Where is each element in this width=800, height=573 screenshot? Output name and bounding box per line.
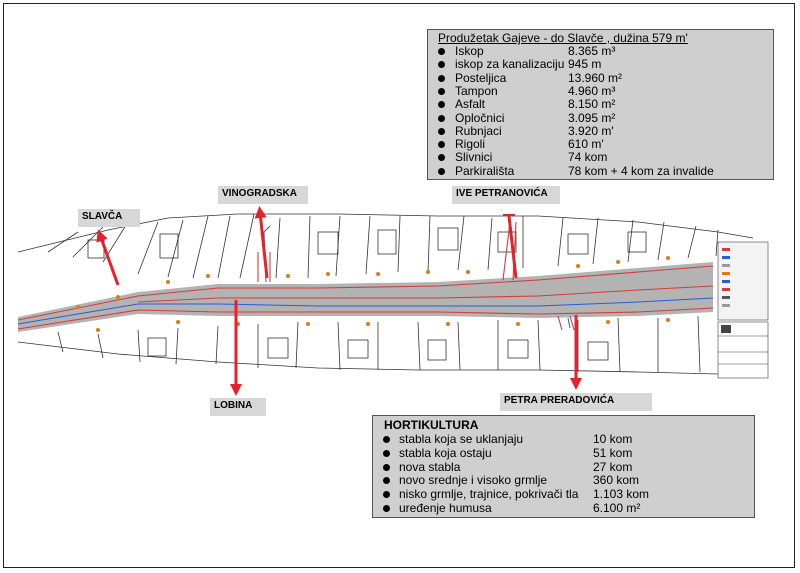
list-bullet: [438, 115, 445, 122]
item-value: 8.365 m³: [568, 44, 616, 58]
item-value: 78 kom + 4 kom za invalide: [568, 163, 714, 178]
item-value: 10 kom: [593, 432, 633, 446]
list-bullet: [438, 101, 445, 108]
list-bullet: [438, 154, 445, 161]
list-bullet: [438, 75, 445, 82]
list-bullet: [383, 464, 390, 471]
street-label-petra-preradovica: PETRA PRERADOVIĆA: [500, 393, 652, 411]
list-bullet: [438, 141, 445, 148]
item-label: iskop za kanalizaciju: [455, 57, 565, 72]
project-quantities-panel: [427, 29, 774, 180]
item-label: nova stabla: [399, 459, 461, 474]
item-label: Rubnjaci: [455, 123, 502, 138]
item-label: Tampon: [455, 83, 498, 98]
parcel-lines-south: [18, 316, 753, 374]
drawing-legend: [718, 242, 768, 320]
item-value: 4.960 m³: [568, 83, 616, 98]
item-value: 1.103 kom: [593, 487, 650, 502]
list-bullet: [383, 450, 390, 457]
item-value: 51 kom: [593, 445, 633, 460]
item-label: Rigoli: [455, 137, 486, 152]
street-label-lobina: LOBINA: [210, 398, 266, 416]
item-label: stabla koja se uklanjaju: [399, 432, 524, 446]
list-bullet: [438, 168, 445, 175]
item-value: 610 m': [568, 137, 604, 152]
list-bullet: [383, 491, 390, 498]
item-label: Posteljica: [455, 70, 507, 85]
item-value: 27 kom: [593, 459, 633, 474]
item-label: Slivnici: [455, 150, 493, 165]
list-bullet: [438, 128, 445, 135]
item-value: 945 m: [568, 57, 602, 72]
item-value: 74 kom: [568, 150, 608, 165]
title-block: [718, 322, 768, 378]
item-label: uređenje humusa: [399, 501, 492, 515]
item-label: stabla koja ostaju: [399, 445, 492, 460]
item-label: Parkirališta: [455, 163, 515, 178]
list-bullet: [438, 61, 445, 68]
project-title: Produžetak Gajeve - do Slavče , dužina 579 m': [438, 31, 688, 45]
list-bullet: [383, 505, 390, 512]
list-bullet: [438, 48, 445, 55]
list-bullet: [383, 477, 390, 484]
item-value: 8.150 m²: [568, 97, 616, 112]
street-label-ive-petranovica: IVE PETRANOVIĆA: [452, 186, 560, 204]
list-bullet: [383, 436, 390, 443]
horticulture-title: HORTIKULTURA: [384, 418, 479, 432]
site-plan: [18, 212, 773, 388]
item-value: 6.100 m²: [593, 501, 641, 515]
horticulture-panel: [372, 415, 755, 518]
list-bullet: [438, 88, 445, 95]
item-label: Opločnici: [455, 110, 505, 125]
item-value: 3.920 m': [568, 123, 614, 138]
item-value: 3.095 m²: [568, 110, 616, 125]
item-value: 13.960 m²: [568, 70, 623, 85]
item-label: Asfalt: [455, 97, 486, 112]
item-label: nisko grmlje, trajnice, pokrivači tla: [399, 487, 579, 502]
item-label: Iskop: [455, 44, 484, 58]
item-value: 360 kom: [593, 473, 640, 488]
street-label-vinogradska: VINOGRADSKA: [218, 186, 308, 204]
item-label: novo srednje i visoko grmlje: [399, 473, 548, 488]
street-label-slavca: SLAVČA: [78, 209, 140, 227]
